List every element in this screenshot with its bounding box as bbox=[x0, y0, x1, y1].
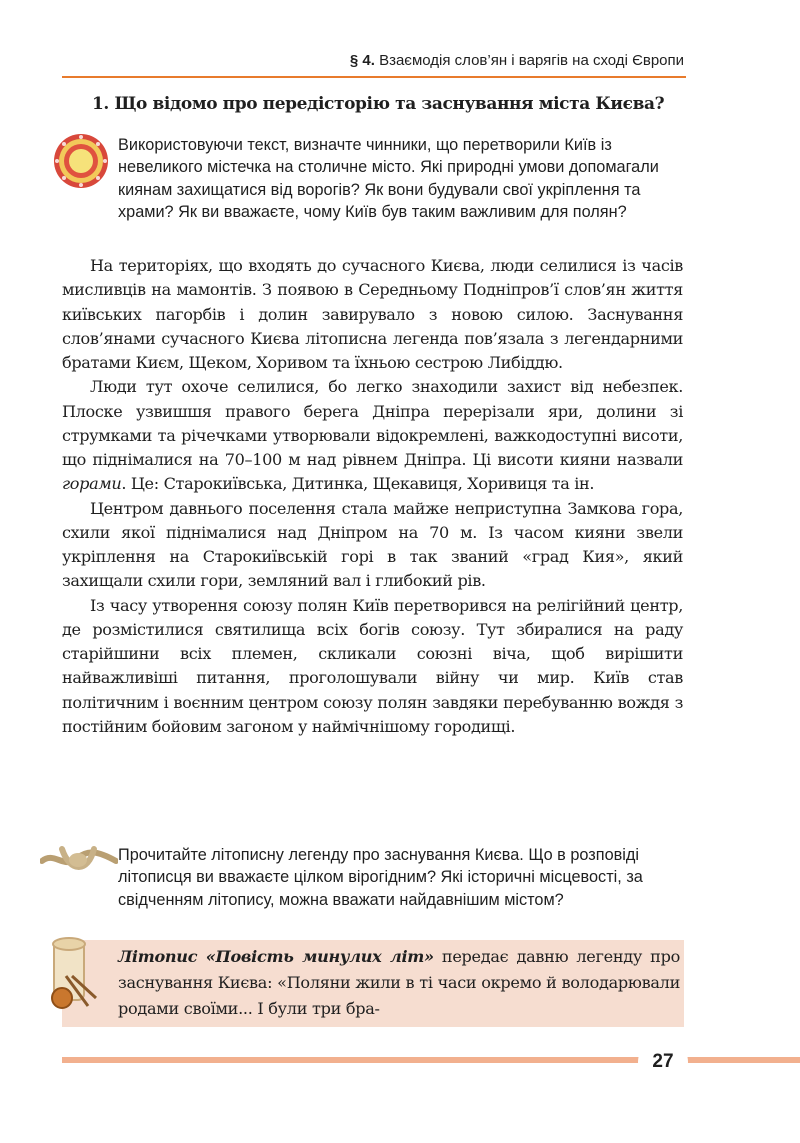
source-title: Літопис «Повість минулих літ» bbox=[118, 947, 434, 966]
rope-knot-icon bbox=[40, 843, 118, 877]
task-question-2: Прочитайте літописну легенду про заснування Києва. Що в розповіді літописця ви вважаєте цілком вірогідним? Які історичні місцевості, за свідченням літопису, можна вважати найдавнішим містом? bbox=[118, 846, 643, 909]
main-text bbox=[62, 254, 683, 739]
page-number: 27 bbox=[638, 1038, 688, 1086]
medal-icon bbox=[52, 132, 110, 190]
italic-term: горами bbox=[62, 474, 122, 494]
paragraph-4: Із часу утворення союзу полян Київ перетворився на релігійний центр, де розмістилися святилища всіх богів союзу. Тут збиралися на раду старійшини всіх племен, скликали союзні віча, щоб вирішити найважливіші питання, проголошували війну чи мир. Київ став політичним і воєнним центром союзу полян завдяки перебуванню вождя з постійним бойовим загоном у наймічнішому городищі. bbox=[62, 595, 683, 736]
section-title: Взаємодія слов’ян і варягів на сході Європи bbox=[379, 52, 684, 69]
section-number: § 4. bbox=[349, 52, 375, 69]
paragraph-2-part-2: . Це: Старокиївська, Дитинка, Щекавиця, Хоривиця та ін. bbox=[121, 474, 595, 494]
task-question-1: Використовуючи текст, визначте чинники, що перетворили Київ із невеликого містечка на столичне місто. Які природні умови допомагали киянам захищатися від ворогів? Як вони будували свої укріплення та храми? Як ви вважаєте, чому Київ був таким важливим для полян? bbox=[118, 136, 659, 221]
footer-rule bbox=[62, 1057, 800, 1063]
header-rule bbox=[62, 76, 686, 78]
subsection-heading: 1. Що відомо про передісторію та заснування міста Києва? bbox=[92, 94, 665, 114]
scroll-seal-icon bbox=[36, 936, 114, 1020]
running-header bbox=[62, 48, 684, 78]
paragraph-1: На територіях, що входять до сучасного Києва, люди селилися із часів мисливців на мамонтів. З появою в Середньому Подніпров’ї слов’ян життя київських пагорбів і долин завирувало з новою силою. Заснування слов’янами сучасного Києва літописна легенда пов’язала з легендарними братами Києм, Щеком, Хоривом та їхньою сестрою Либіддю. bbox=[62, 256, 683, 372]
paragraph-3: Центром давнього поселення стала майже неприступна Замкова гора, схили якої піднімалися над Дніпром на 70 м. Із часом кияни звели укріплення на Старокиївській горі в так званий «град Кия», який захищали схили гори, земляний вал і глибокий рів. bbox=[62, 498, 683, 591]
source-body: передає давню легенду про заснування Києва: «Поляни жили в ті часи окремо й володарювали родами своїми... І були три бра- bbox=[118, 947, 680, 1018]
source-text bbox=[118, 944, 680, 1022]
paragraph-2 bbox=[62, 375, 683, 496]
paragraph-2-part-1: Люди тут охоче селилися, бо легко знаходили захист від небезпек. Плоске узвишшя правого берега Дніпра перерізали яри, долини зі струмками та річечками утворювали відокремлені, важкодоступні висоти, що піднімалися на 70–100 м над рівнем Дніпра. Ці висоти кияни назвали bbox=[62, 377, 683, 469]
